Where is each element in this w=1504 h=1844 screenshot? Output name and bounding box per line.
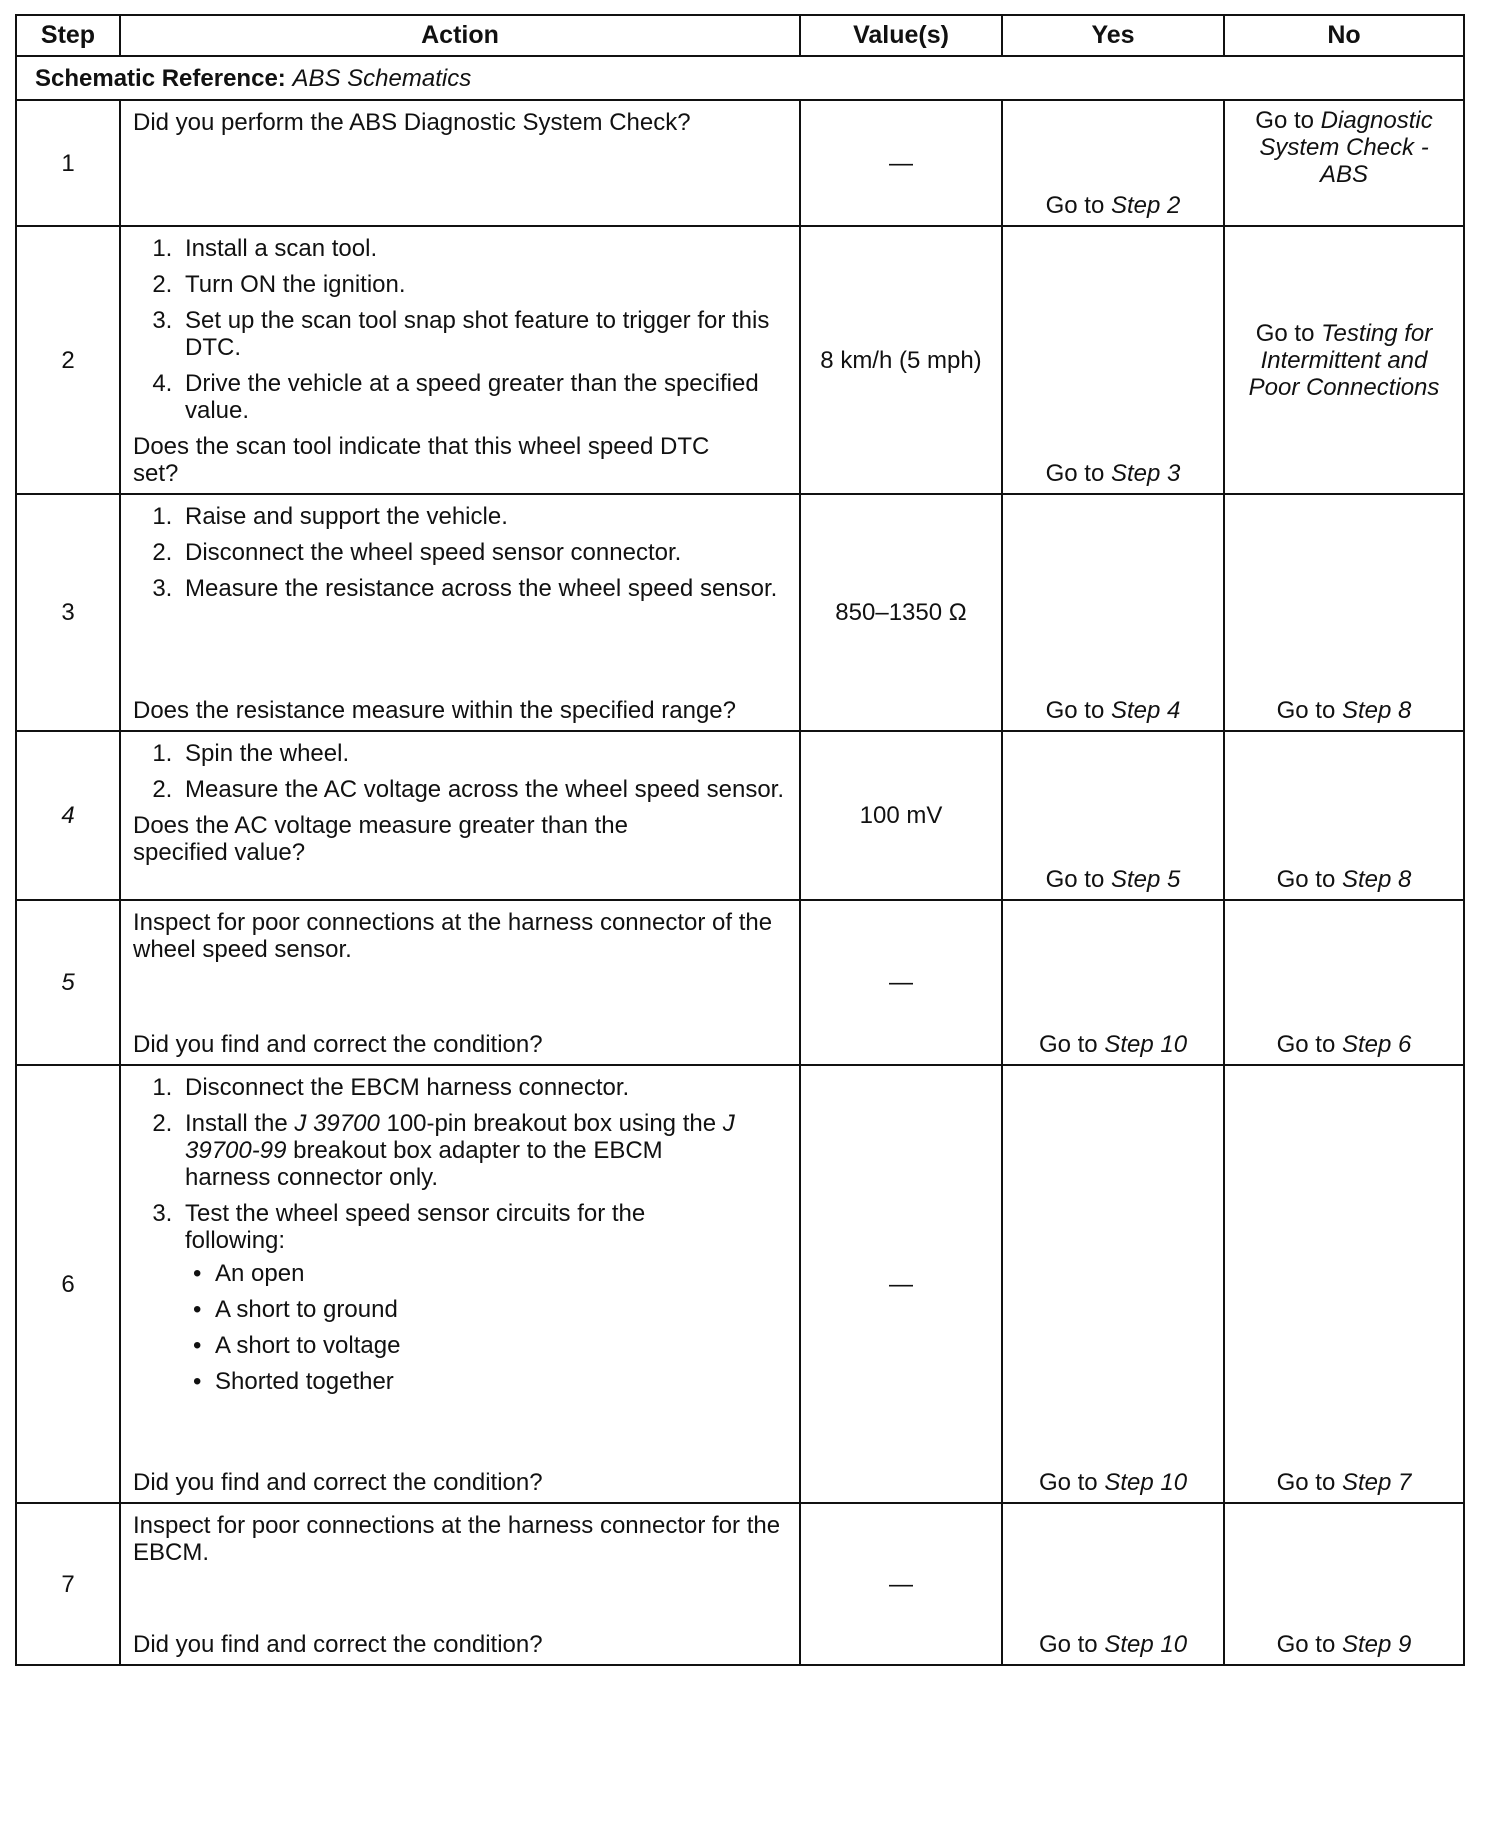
yes-cell <box>1002 731 1224 900</box>
yes-target: Step 3 <box>1110 460 1181 487</box>
yes-cell <box>1002 226 1224 494</box>
no-cell <box>1224 1503 1464 1665</box>
schematic-label: Schematic Reference: <box>35 64 286 92</box>
value-cell: — <box>800 100 1002 226</box>
table-row <box>16 226 1464 494</box>
no-cell <box>1224 731 1464 900</box>
list-item: 3. Measure the resistance across the wheel speed sensor. <box>179 575 789 602</box>
no-goto[interactable] <box>1225 866 1463 893</box>
value-cell: — <box>800 1065 1002 1503</box>
tool-number: J 39700-99 <box>185 1110 735 1164</box>
table-row <box>16 1503 1464 1665</box>
no-goto[interactable] <box>1225 1469 1463 1496</box>
step-number: 7 <box>16 1503 120 1665</box>
value-cell: — <box>800 1503 1002 1665</box>
intro-text: Inspect for poor connections at the harness connector of the wheel speed sensor. <box>133 909 773 963</box>
go-to-text: Go to <box>1045 460 1105 487</box>
yes-goto[interactable] <box>1003 192 1223 219</box>
action-cell <box>120 226 800 494</box>
header-yes: Yes <box>1002 15 1224 56</box>
yes-cell <box>1002 900 1224 1065</box>
step-number: 3 <box>16 494 120 731</box>
yes-cell <box>1002 494 1224 731</box>
list-item <box>179 1110 789 1191</box>
list-item: 2. Turn ON the ignition. <box>179 271 789 298</box>
step-number: 6 <box>16 1065 120 1503</box>
list-item: 1. Spin the wheel. <box>179 740 789 767</box>
action-cell <box>120 731 800 900</box>
table-row <box>16 1065 1464 1503</box>
value-cell: 850–1350 Ω <box>800 494 1002 731</box>
yes-target: Step 5 <box>1110 866 1181 893</box>
no-goto[interactable] <box>1225 697 1463 724</box>
header-no: No <box>1224 15 1464 56</box>
list-item-text: Test the wheel speed sensor circuits for the following: <box>185 1200 646 1254</box>
question-text: Did you find and correct the condition? <box>133 1469 543 1496</box>
no-target: Step 8 <box>1341 866 1412 893</box>
table-row <box>16 731 1464 900</box>
go-to-text: Go to <box>1276 866 1336 893</box>
go-to-text: Go to <box>1045 697 1105 724</box>
action-cell <box>120 1503 800 1665</box>
question-text: Did you find and correct the condition? <box>133 1031 543 1058</box>
install-text: breakout box adapter to the EBCM harness connector only. <box>185 1137 663 1191</box>
yes-goto[interactable] <box>1003 460 1223 487</box>
no-goto[interactable] <box>1225 1031 1463 1058</box>
yes-cell <box>1002 1065 1224 1503</box>
bullet-list <box>185 1260 729 1395</box>
question-text: Did you perform the ABS Diagnostic System Check? <box>133 109 691 136</box>
list-item: 1. Disconnect the EBCM harness connector. <box>179 1074 789 1101</box>
step-number: 2 <box>16 226 120 494</box>
no-target: Step 9 <box>1341 1631 1412 1658</box>
action-list <box>133 235 789 424</box>
yes-target: Step 10 <box>1104 1631 1188 1658</box>
go-to-text: Go to <box>1038 1631 1098 1658</box>
schematic-row <box>16 56 1464 100</box>
action-list <box>133 1074 789 1395</box>
step-number: 4 <box>16 731 120 900</box>
no-target: Step 7 <box>1341 1469 1412 1496</box>
bullet-item: • Shorted together <box>215 1368 729 1395</box>
value-cell: 8 km/h (5 mph) <box>800 226 1002 494</box>
go-to-text: Go to <box>1276 1469 1336 1496</box>
yes-cell <box>1002 100 1224 226</box>
diagnostic-table <box>15 14 1465 1666</box>
schematic-ref: ABS Schematics <box>292 64 472 92</box>
header-action: Action <box>120 15 800 56</box>
yes-goto[interactable] <box>1003 1631 1223 1658</box>
no-cell <box>1224 226 1464 494</box>
step-number: 5 <box>16 900 120 1065</box>
go-to-text: Go to <box>1045 192 1105 219</box>
no-target: Step 6 <box>1341 1031 1412 1058</box>
action-cell <box>120 100 800 226</box>
yes-goto[interactable] <box>1003 1469 1223 1496</box>
intro-text: Inspect for poor connections at the harness connector for the EBCM. <box>133 1512 781 1566</box>
step-number: 1 <box>16 100 120 226</box>
yes-target: Step 10 <box>1104 1469 1188 1496</box>
table-row <box>16 100 1464 226</box>
list-item: 1. Raise and support the vehicle. <box>179 503 789 530</box>
action-list <box>133 503 789 602</box>
action-list <box>133 740 789 803</box>
header-step: Step <box>16 15 120 56</box>
no-target: Diagnostic System Check - ABS <box>1259 107 1433 188</box>
table-row <box>16 900 1464 1065</box>
header-values: Value(s) <box>800 15 1002 56</box>
no-cell <box>1224 494 1464 731</box>
go-to-text: Go to <box>1255 107 1314 134</box>
list-item: 4. Drive the vehicle at a speed greater than the specified value. <box>179 370 789 424</box>
go-to-text: Go to <box>1045 866 1105 893</box>
no-cell <box>1224 900 1464 1065</box>
yes-target: Step 10 <box>1104 1031 1188 1058</box>
list-item <box>179 1200 789 1395</box>
no-goto[interactable] <box>1225 1631 1463 1658</box>
no-goto[interactable] <box>1225 320 1463 401</box>
question-text: Did you find and correct the condition? <box>133 1631 543 1658</box>
bullet-item: • A short to voltage <box>215 1332 729 1359</box>
go-to-text: Go to <box>1255 319 1315 347</box>
yes-target: Step 2 <box>1110 192 1181 219</box>
yes-goto[interactable] <box>1003 1031 1223 1058</box>
bullet-item: • An open <box>215 1260 729 1287</box>
bullet-item: • A short to ground <box>215 1296 729 1323</box>
question-text: Does the resistance measure within the specified range? <box>133 697 736 724</box>
value-cell: — <box>800 900 1002 1065</box>
list-item: 1. Install a scan tool. <box>179 235 789 262</box>
action-cell <box>120 494 800 731</box>
schematic-reference <box>16 56 1464 100</box>
go-to-text: Go to <box>1038 1031 1098 1058</box>
tool-number: J 39700 <box>294 1110 380 1137</box>
no-cell <box>1224 1065 1464 1503</box>
yes-goto[interactable] <box>1003 866 1223 893</box>
list-item: 2. Disconnect the wheel speed sensor connector. <box>179 539 789 566</box>
yes-goto[interactable] <box>1003 697 1223 724</box>
value-cell: 100 mV <box>800 731 1002 900</box>
action-cell <box>120 1065 800 1503</box>
install-text: Install the <box>185 1110 288 1137</box>
no-target: Testing for Intermittent and Poor Connections <box>1248 319 1440 401</box>
list-item: 3. Set up the scan tool snap shot feature to trigger for this DTC. <box>179 307 789 361</box>
header-row <box>16 15 1464 56</box>
list-item: 2. Measure the AC voltage across the wheel speed sensor. <box>179 776 789 803</box>
question-text: Does the scan tool indicate that this wheel speed DTC set? <box>133 433 710 487</box>
go-to-text: Go to <box>1038 1469 1098 1496</box>
install-text: 100-pin breakout box using the <box>386 1110 717 1137</box>
table-row <box>16 494 1464 731</box>
question-text: Does the AC voltage measure greater than the specified value? <box>133 812 628 866</box>
no-target: Step 8 <box>1341 697 1412 724</box>
action-cell <box>120 900 800 1065</box>
go-to-text: Go to <box>1276 697 1336 724</box>
yes-target: Step 4 <box>1110 697 1181 724</box>
go-to-text: Go to <box>1276 1031 1336 1058</box>
go-to-text: Go to <box>1276 1631 1336 1658</box>
no-goto[interactable] <box>1225 107 1463 188</box>
yes-cell <box>1002 1503 1224 1665</box>
no-cell <box>1224 100 1464 226</box>
